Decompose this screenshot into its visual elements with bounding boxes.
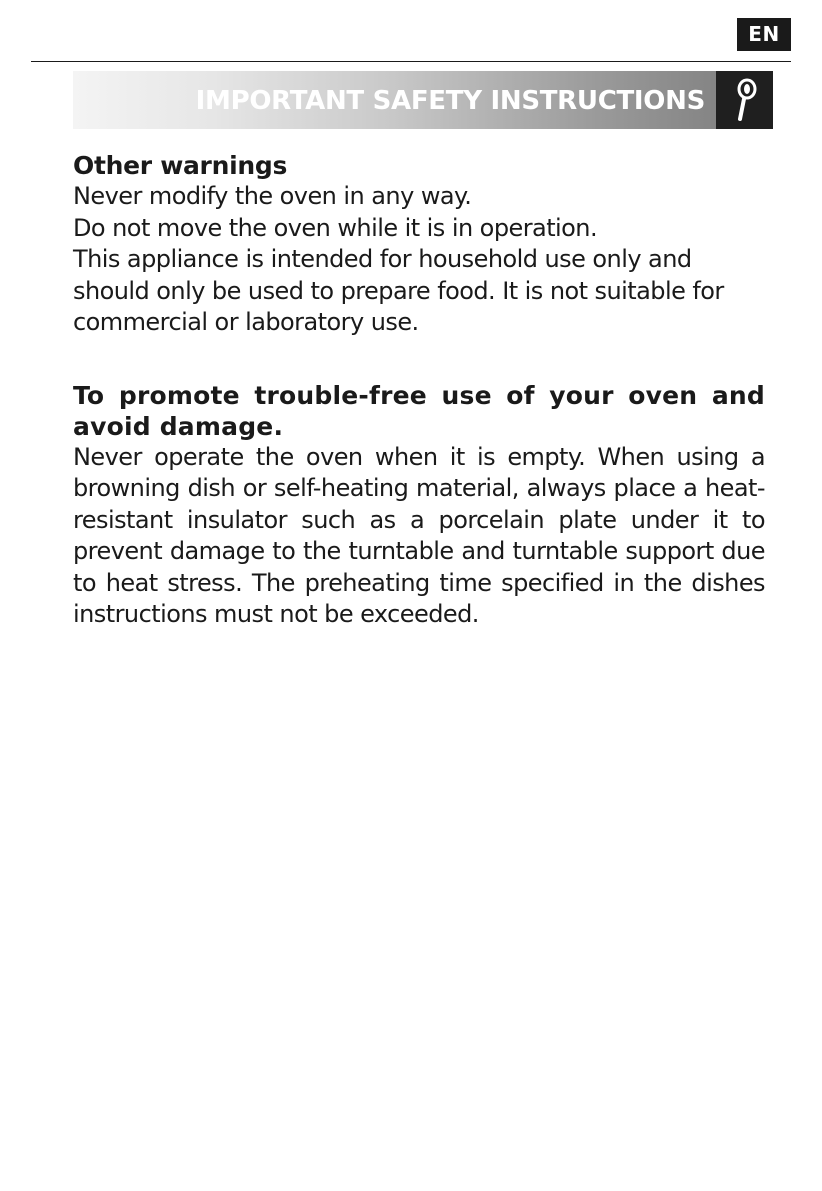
section-heading: To promote trouble-free use of your oven and avoid damage. [73,380,765,441]
paragraph: Never modify the oven in any way. [73,182,472,210]
section-banner [73,71,773,129]
section-heading: Other warnings [73,151,288,180]
paragraph: This appliance is intended for household use only and should only be used to prepare food. It is not suitable for commercial or laboratory use. [73,245,724,336]
paragraph: Do not move the oven while it is in operation. [73,213,598,242]
other-warnings-section [73,150,765,339]
main-content [73,150,765,631]
language-badge: EN [737,18,791,51]
trouble-free-use-section [73,380,765,631]
header-divider [31,61,791,62]
info-icon [716,71,773,129]
banner-title: IMPORTANT SAFETY INSTRUCTIONS [195,86,705,116]
paragraph: Never operate the oven when it is empty. When using a browning dish or self-heating material, always place a heat-resistant insulator such as a porcelain plate under it to prevent damage to the turntable and turntable support due to heat stress. The preheating time specified in the dishes instructions must not be exceeded. [73,442,765,628]
